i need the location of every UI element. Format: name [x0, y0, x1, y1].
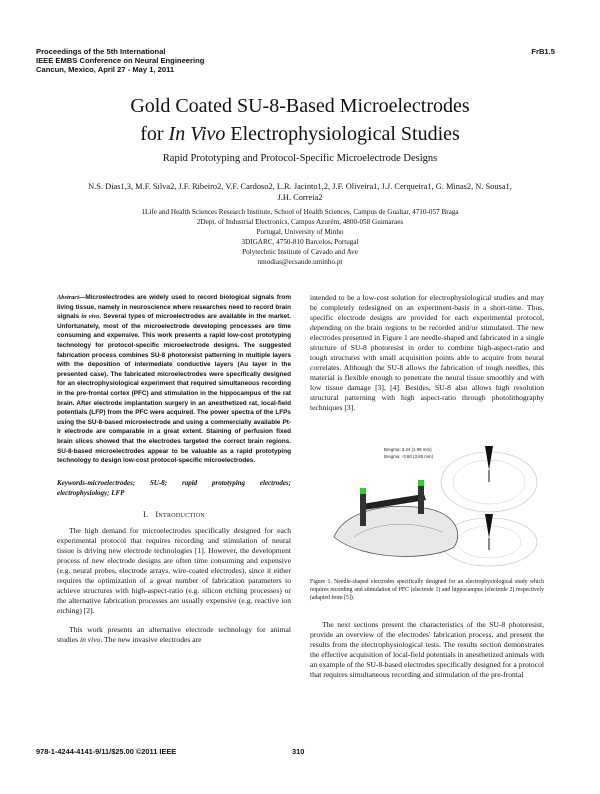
right-paragraph-1: intended to be a low-cost solution for electrophysiological studies and may be completely redesigned on an experiment-basis in a short-time. Thus, specific electrode designs are provided for each experimental protocol, depending on the brain regions to be recorded and/or stimulated. The new electrodes presented in Figure 1 are needle-shaped and fabricated in a single structure of SU-8 photoresist in order to combine high-aspect-ratio and tough structures with small acquisition points able to acquire from neural correlates. Although the SU-8 allows the fabrication of tough needles, this material is flexible enough to penetrate the neural tissue smoothly and with low tissue damage [3], [4]. Besides, SU-8 also allows high resolution structural patterning with high aspect-ratio through photolithography techniques [3].	[310, 293, 544, 412]
conference-line-1: Proceedings of the 5th International	[36, 47, 166, 56]
slice-label-a: Bregma: 3.24 (1.08 mm)	[384, 447, 432, 452]
affiliations	[70, 207, 530, 267]
footer-isbn: 978-1-4244-4141-9/11/$25.00 ©2011 IEEE	[36, 747, 177, 756]
figure-caption: Figure 1. Needle-shaped electrodes specifically designed for an electrophysiological study which requires recording and stimulation of PFC (electrode 1) and hippocampus (electrode 2) respectively (adapted from [5]).	[310, 579, 544, 602]
paper-subtitle: Rapid Prototyping and Protocol-Specific Microelectrode Designs	[162, 153, 438, 164]
paper-title	[0, 92, 600, 148]
affiliation-1: 1Life and Health Sciences Research Institute, School of Health Sciences, Campus de Gualtar, 4710-057 Braga	[141, 208, 459, 216]
intro-paragraph-1: The high demand for microelectrodes specifically designed for each experimental protocol that requires recording and stimulation of neural tissue is driving new electrode technologies [1]. However, the development process of new electrode designs are often time consuming and expensive (e.g. neural probes, electrode arrays, wire-coated electrodes), since it either requires the optimization of a great number of fabrication parameters to achieve structures with high-aspect-ratio (e.g. silicon etching processes) or the alternative fabrication processes are usually expensive (e.g. reactive ion etching) [2].	[57, 525, 291, 615]
affiliation-3: Portugal, University of Minho	[256, 228, 344, 236]
affiliation-2: 2Dept. of Industrial Electronics, Campus Azurém, 4800-058 Guimaraes	[196, 218, 404, 226]
title-line-2: for In Vivo Electrophysiological Studies	[140, 123, 460, 145]
conference-line-3: Cancun, Mexico, April 27 - May 1, 2011	[36, 65, 175, 74]
keywords: Keywords-microelectrodes; SU-8; rapid prototyping electrodes; electrophysiology; LFP	[57, 478, 291, 497]
conference-line-2: IEEE EMBS Conference on Neural Engineering	[36, 56, 205, 65]
section-heading-introduction: I. Introduction	[142, 509, 206, 519]
affiliation-5: Polytechnic Institute of Cavado and Ave	[242, 248, 358, 256]
title-line-1: Gold Coated SU-8-Based Microelectrodes	[130, 95, 470, 117]
authors-line-1: N.S. Dias1,3, M.F. Silva2, J.F. Ribeiro2, V.F. Cardoso2, L.R. Jacinto1,2, J.F. Oliveira1, J.J. Cerqueira1, G. Minas2, N. Sousa1,	[88, 182, 512, 191]
figure-1-electrodes	[324, 442, 538, 568]
contact-email[interactable]: nmodias@ecsaude.uminho.pt	[257, 258, 343, 266]
right-column-continued	[310, 620, 544, 689]
session-code: FrB1.5	[531, 47, 555, 56]
conference-header	[36, 47, 204, 74]
abstract-label: Abstract	[57, 294, 80, 301]
left-column	[57, 293, 291, 654]
authors-line-2: J.H. Correia2	[277, 192, 323, 202]
page-number: 310	[292, 747, 305, 756]
right-column	[310, 293, 544, 422]
abstract: Abstract—Microelectrodes are widely used to record biological signals from living tissue, namely in neuroscience where researches need to record brain signals in vivo. Several types of microelectrodes are available in the market. Unfortunately, most of the microelectrode developing processes are time consuming and expensive. This work presents a rapid low-cost prototyping technology for protocol-specific microelectrode designs. The suggested fabrication process combines SU-8 photoresist patterning in multiple layers with the deposition of intermediate conductive layers (Au layer in the presented case). The fabricated microelectrodes were specifically designed for an electrophysiological experiment that required simultaneous recording in the pre-frontal cortex (PFC) and stimulation in the hippocampus of the rat brain. After electrode implantation surgery in an anesthetized rat, local-field potentials (LFP) from the PFC were acquired. The power spectra of the LFPs using the SU-8-based microelectrode and using a commercially available Pt-Ir electrode are comparable in a great extent. Staining of perfusion fixed brain slices showed that the electrodes targeted the correct brain regions. SU-8-based microelectrodes appear to be valuable as a rapid prototyping technology to design low-cost protocol-specific microelectrodes.	[57, 294, 292, 465]
right-paragraph-2: The next sections present the characteristics of the SU-8 photoresist, provide an overview of the electrodes' fabrication process, and present the results from the electrophysiological tests. The results section demonstrates the effective acquisition of local-field potentials in anesthetized animals with an example of the SU-8-based electrodes specifically designed for a protocol that requires simultaneous recording and stimulation of the pre-frontal	[310, 620, 544, 679]
affiliation-4: 3DIGARC, 4750-810 Barcelos, Portugal	[241, 238, 359, 246]
author-list	[70, 182, 530, 203]
slice-label-b: Bregma: -3.60 (3.65 mm)	[384, 454, 434, 459]
intro-paragraph-2: This work presents an alternative electrode technology for animal studies in vivo. The new invasive electrodes are	[57, 624, 291, 644]
